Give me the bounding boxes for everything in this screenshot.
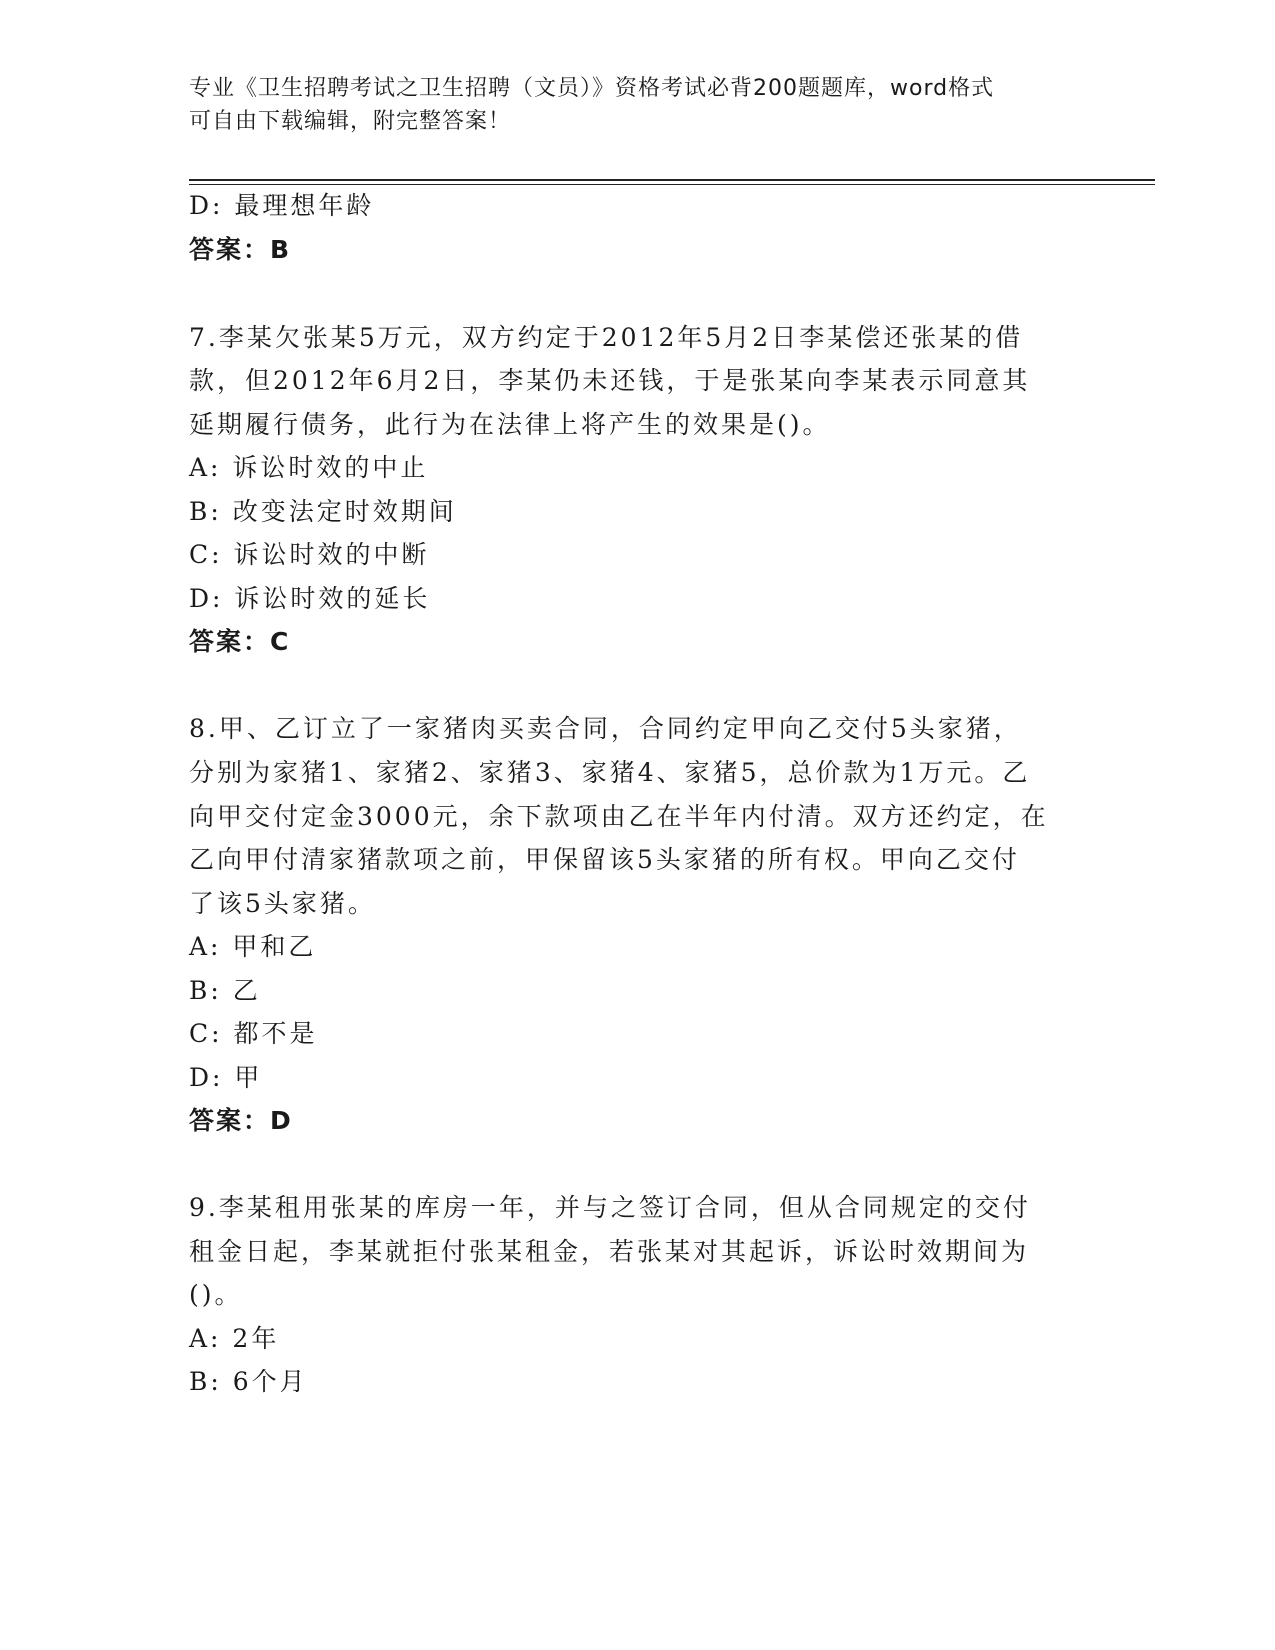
header-divider <box>189 179 1155 185</box>
question-8-stem-line: 8.甲、乙订立了一家猪肉买卖合同，合同约定甲向乙交付5头家猪， <box>189 714 1022 743</box>
question-9-stem-line: 9.李某租用张某的库房一年，并与之签订合同，但从合同规定的交付 <box>189 1193 1031 1222</box>
question-8-option-b: B: 乙 <box>189 976 261 1005</box>
page-header <box>189 72 1069 138</box>
question-7-option-d: D: 诉讼时效的延长 <box>189 584 431 613</box>
question-7-option-b: B: 改变法定时效期间 <box>189 497 457 526</box>
question-8-stem-line: 分别为家猪1、家猪2、家猪3、家猪4、家猪5，总价款为1万元。乙 <box>189 758 1031 787</box>
answer: 答案：B <box>189 235 292 264</box>
question-7-stem-line: 延期履行债务，此行为在法律上将产生的效果是()。 <box>189 410 831 439</box>
header-line-1: 专业《卫生招聘考试之卫生招聘（文员）》资格考试必背200题题库，word格式 <box>189 76 995 101</box>
question-7-answer: 答案：C <box>189 627 291 656</box>
question-7-stem-line: 7.李某欠张某5万元，双方约定于2012年5月2日李某偿还张某的借 <box>189 323 1024 352</box>
question-8-stem-line: 乙向甲付清家猪款项之前，甲保留该5头家猪的所有权。甲向乙交付 <box>189 845 1020 874</box>
question-9-option-a: A: 2年 <box>189 1324 280 1353</box>
header-line-2: 可自由下载编辑，附完整答案！ <box>189 109 512 134</box>
question-9-stem-line: ()。 <box>189 1280 243 1309</box>
question-8-answer: 答案：D <box>189 1106 293 1135</box>
question-7-option-a: A: 诉讼时效的中止 <box>189 453 429 482</box>
question-8-option-d: D: 甲 <box>189 1063 263 1092</box>
option-d: D: 最理想年龄 <box>189 191 375 220</box>
question-8-option-a: A: 甲和乙 <box>189 932 317 961</box>
question-7-option-c: C: 诉讼时效的中断 <box>189 540 430 569</box>
question-8-stem-line: 了该5头家猪。 <box>189 889 376 918</box>
question-9-option-b: B: 6个月 <box>189 1367 308 1396</box>
question-7-stem-line: 款，但2012年6月2日，李某仍未还钱，于是张某向李某表示同意其 <box>189 366 1031 395</box>
question-8-option-c: C: 都不是 <box>189 1019 318 1048</box>
question-8-stem-line: 向甲交付定金3000元，余下款项由乙在半年内付清。双方还约定，在 <box>189 802 1049 831</box>
question-9-stem-line: 租金日起，李某就拒付张某租金，若张某对其起诉，诉讼时效期间为 <box>189 1237 1030 1266</box>
